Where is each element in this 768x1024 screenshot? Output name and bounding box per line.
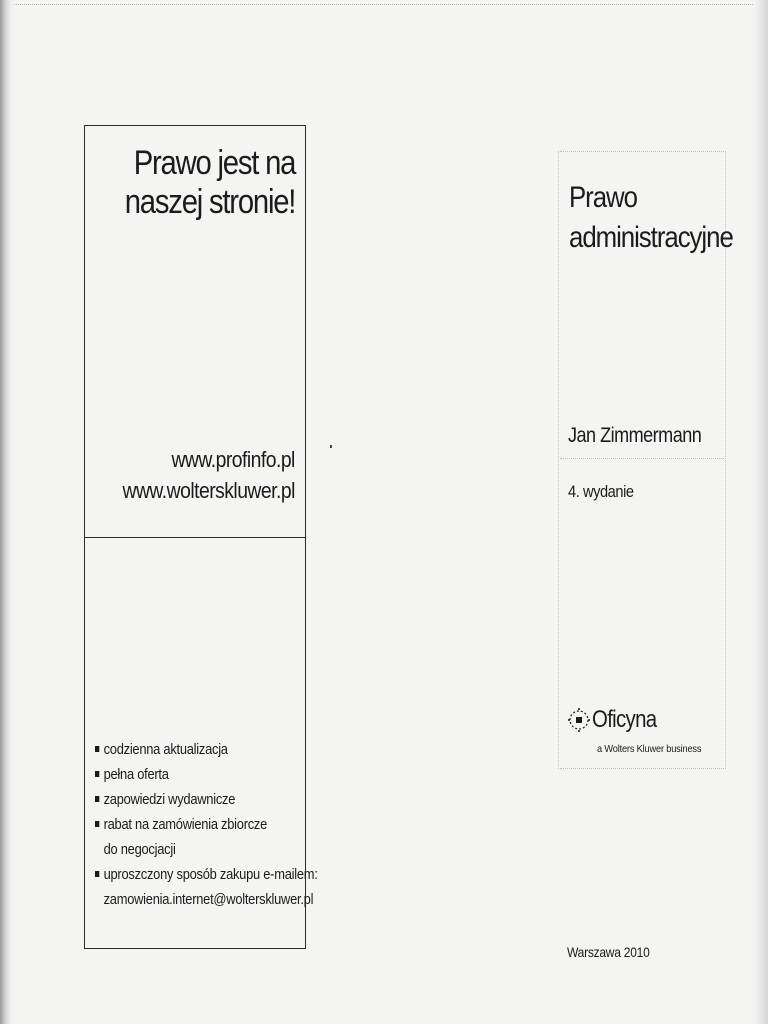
square-bullet-icon (95, 871, 99, 877)
benefit-text: zapowiedzi wydawnicze (103, 791, 236, 808)
edition-label: 4. wydanie (568, 482, 634, 501)
dotted-guide (558, 151, 559, 769)
promo-headline (125, 144, 295, 222)
dotted-guide (560, 458, 726, 459)
promo-url-list (123, 444, 295, 506)
benefit-text: pełna oferta (103, 766, 169, 783)
square-bullet-icon (95, 821, 99, 827)
wolterskluwer-link[interactable]: www.wolterskluwer.pl (122, 478, 295, 503)
square-bullet-icon (95, 796, 99, 802)
benefit-list (95, 737, 318, 912)
author-name: Jan Zimmermann (568, 424, 702, 447)
scan-shadow-left (0, 0, 14, 1024)
profinfo-link[interactable]: www.profinfo.pl (171, 447, 295, 472)
promo-top-box (84, 125, 306, 538)
oficyna-logo-icon (567, 706, 591, 736)
benefit-item (95, 762, 318, 787)
benefit-text: codzienna aktualizacja (103, 741, 228, 758)
promo-bottom-box (84, 537, 318, 949)
square-bullet-icon (95, 746, 99, 752)
benefit-text: uproszczony sposób zakupu e-mailem: (103, 866, 318, 883)
scan-edge-top (14, 4, 759, 8)
dotted-guide (560, 768, 726, 769)
benefit-text-continued: do negocjacji (103, 841, 176, 858)
publisher-tagline: a Wolters Kluwer business (597, 743, 702, 755)
promo-headline-line: naszej stronie! (124, 183, 295, 221)
book-title-line: administracyjne (569, 221, 733, 254)
scan-speck (330, 445, 332, 448)
benefit-item (95, 862, 318, 912)
benefit-item (95, 812, 318, 862)
publisher-name: Oficyna (592, 706, 657, 733)
benefit-item (95, 787, 318, 812)
dotted-guide (560, 151, 726, 152)
benefit-text: rabat na zamówienia zbiorcze (103, 816, 268, 833)
book-title (569, 178, 733, 258)
place-and-year: Warszawa 2010 (567, 944, 650, 960)
scan-edge-right (754, 0, 768, 1024)
promo-headline-line: Prawo jest na (133, 144, 295, 182)
order-email-link[interactable]: zamowienia.internet@wolterskluwer.pl (103, 891, 314, 908)
book-title-line: Prawo (569, 181, 637, 214)
benefit-item (95, 737, 318, 762)
square-bullet-icon (95, 771, 99, 777)
